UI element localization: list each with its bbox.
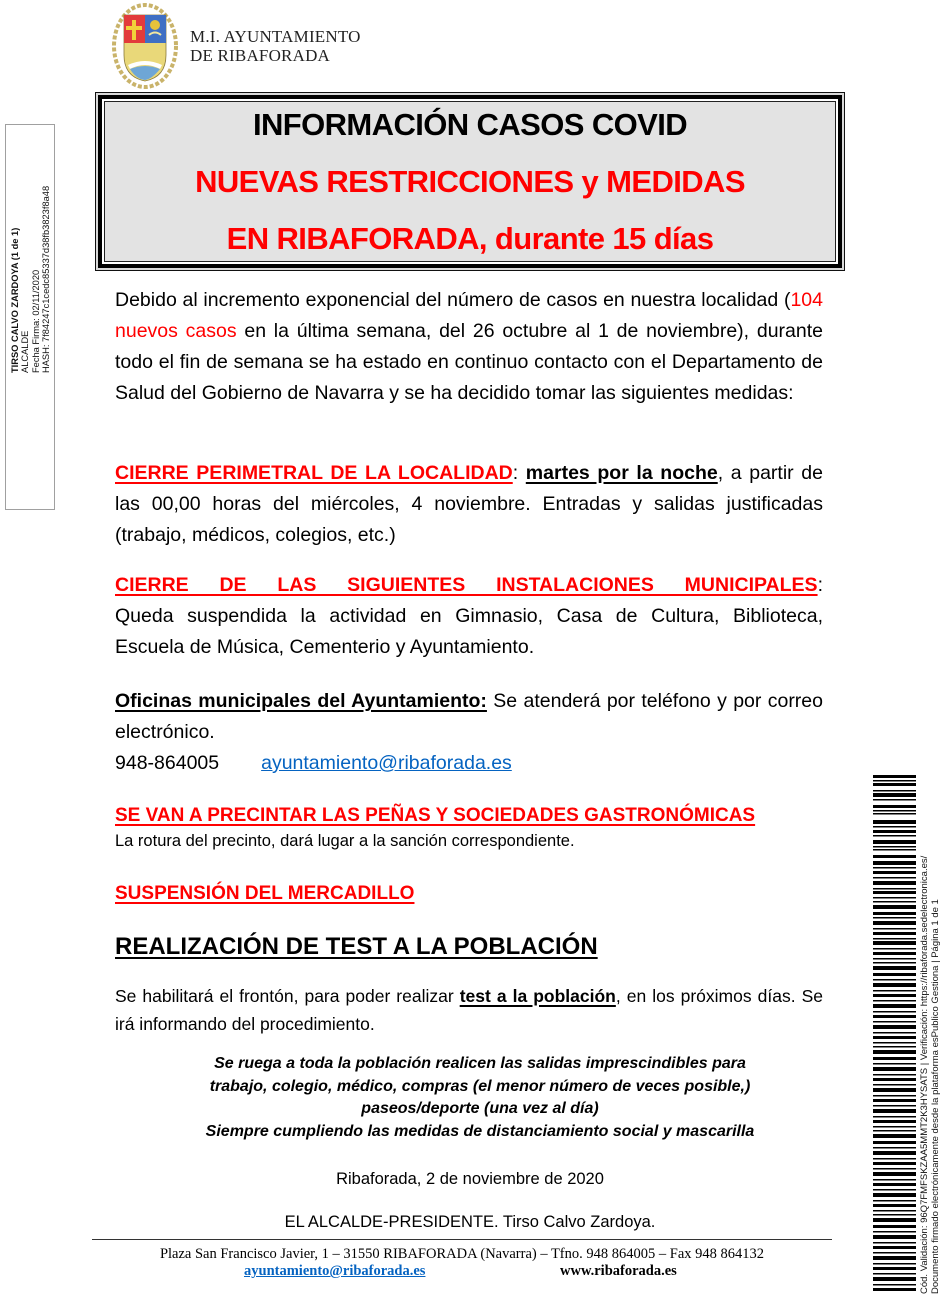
appeal-line-2: trabajo, colegio, médico, compras (el menor número de veces posible,): [209, 1077, 751, 1095]
signature-stamp-text: [10, 73, 52, 373]
societies-text: La rotura del precinto, dará lugar a la sanción correspondiente.: [115, 832, 575, 850]
footer-website-link[interactable]: www.ribaforada.es: [560, 1263, 677, 1279]
perimeter-closure-heading: CIERRE PERIMETRAL DE LA LOCALIDAD: [115, 462, 513, 484]
appeal-line-3: paseos/deporte (una vez al día): [361, 1100, 599, 1117]
validation-platform-line: Documento firmado electrónicamente desde la plataforma esPublico Gestiona | Página 1 de 1: [930, 899, 941, 1294]
appeal-line-4: Siempre cumpliendo las medidas de distanciamiento social y mascarilla: [205, 1122, 755, 1140]
organization-name-line1: M.I. AYUNTAMIENTO: [190, 27, 361, 46]
footer-address: Plaza San Francisco Javier, 1 – 31550 RIBAFORADA (Navarra) – Tfno. 948 864005 – Fax 948 864132: [159, 1246, 765, 1262]
appeal-line-1: Se ruega a toda la población realicen las salidas imprescindibles para: [214, 1055, 746, 1072]
public-appeal: [110, 1053, 850, 1143]
offices-email-link[interactable]: ayuntamiento@ribaforada.es: [261, 752, 512, 774]
title-box-frame: [98, 95, 842, 268]
testing-text-1: Se habilitará el frontón, para poder realizar: [115, 986, 460, 1006]
offices-section: [115, 686, 823, 779]
signature-date: Fecha Firma: 02/11/2020: [30, 269, 41, 373]
offices-heading: Oficinas municipales del Ayuntamiento:: [115, 690, 487, 712]
testing-text-2: , en los próximos días. Se irá informando del procedimiento.: [115, 986, 823, 1034]
offices-contact-line: [115, 748, 823, 779]
signature-hash: HASH: 7f84247c1cedc85337d38fb3823f8a48: [41, 185, 52, 373]
intro-paragraph: [115, 285, 823, 409]
market-suspension-heading: SUSPENSIÓN DEL MERCADILLO: [115, 883, 415, 904]
title-new-restrictions: NUEVAS RESTRICCIONES y MEDIDAS: [195, 164, 745, 199]
signer: EL ALCALDE-PRESIDENTE. Tirso Calvo Zardoya.: [284, 1213, 656, 1231]
barcode-icon: [873, 775, 916, 1294]
facilities-closure-section: [115, 570, 823, 663]
signature-role: ALCALDE: [20, 330, 31, 373]
market-section: [115, 880, 823, 908]
intro-text-1: Debido al incremento exponencial del número de casos en nuestra localidad (: [115, 289, 791, 311]
perimeter-text: , a partir de las 00,00 horas del miércoles, 4 noviembre. Entradas y salidas justificadas (trabajo, médicos, colegios, etc.): [115, 462, 823, 546]
document-date: Ribaforada, 2 de noviembre de 2020: [336, 1170, 604, 1188]
signature-name: TIRSO CALVO ZARDOYA (1 de 1): [10, 227, 20, 373]
facilities-heading-line: [115, 570, 823, 601]
perimeter-emphasis: martes por la noche: [525, 462, 718, 484]
new-cases-count: 104 nuevos casos: [115, 289, 823, 342]
title-box-inner: [104, 101, 836, 262]
organization-name-line2: DE RIBAFORADA: [190, 46, 331, 65]
perimeter-colon: :: [512, 462, 526, 484]
testing-heading: REALIZACIÓN DE TEST A LA POBLACIÓN: [115, 933, 598, 960]
organization-name: [190, 27, 361, 65]
title-duration: EN RIBAFORADA, durante 15 días: [226, 221, 714, 256]
societies-heading: SE VAN A PRECINTAR LAS PEÑAS Y SOCIEDADES GASTRONÓMICAS: [115, 805, 756, 826]
testing-emphasis: test a la población: [459, 986, 616, 1006]
facilities-colon: :: [817, 574, 823, 596]
facilities-text: Queda suspendida la actividad en Gimnasio, Casa de Cultura, Biblioteca, Escuela de Música, Cementerio y Ayuntamiento.: [115, 605, 823, 658]
letterhead: [112, 2, 361, 90]
municipal-coat-of-arms-icon: [112, 3, 178, 89]
offices-phone: 948-864005: [115, 752, 220, 774]
validation-code-line: Cód. Validación: 96Q7FMFSKZAA5MMT2K3HYSATS | Verificación: https://ribaforada.sedelectronica.es/: [919, 855, 930, 1294]
offices-text: Se atenderá por teléfono y por correo electrónico.: [115, 690, 823, 743]
perimeter-closure-section: [115, 458, 823, 551]
testing-paragraph: [115, 982, 823, 1038]
title-box: [95, 92, 845, 271]
societies-section: [115, 802, 823, 852]
testing-heading-wrap: [115, 930, 823, 964]
intro-text-2: en la última semana, del 26 octubre al 1 de noviembre), durante todo el fin de semana se ha estado en continuo contacto con el Departamento de Salud del Gobierno de Navarra y se ha decidido tomar las siguientes medidas:: [115, 320, 823, 404]
footer-email-link[interactable]: ayuntamiento@ribaforada.es: [244, 1263, 426, 1279]
footer-divider: [92, 1239, 832, 1240]
facilities-closure-heading: CIERRE DE LAS SIGUIENTES INSTALACIONES MUNICIPALES: [115, 574, 818, 596]
validation-text: [919, 734, 941, 1294]
title-covid-info: INFORMACIÓN CASOS COVID: [253, 107, 687, 142]
